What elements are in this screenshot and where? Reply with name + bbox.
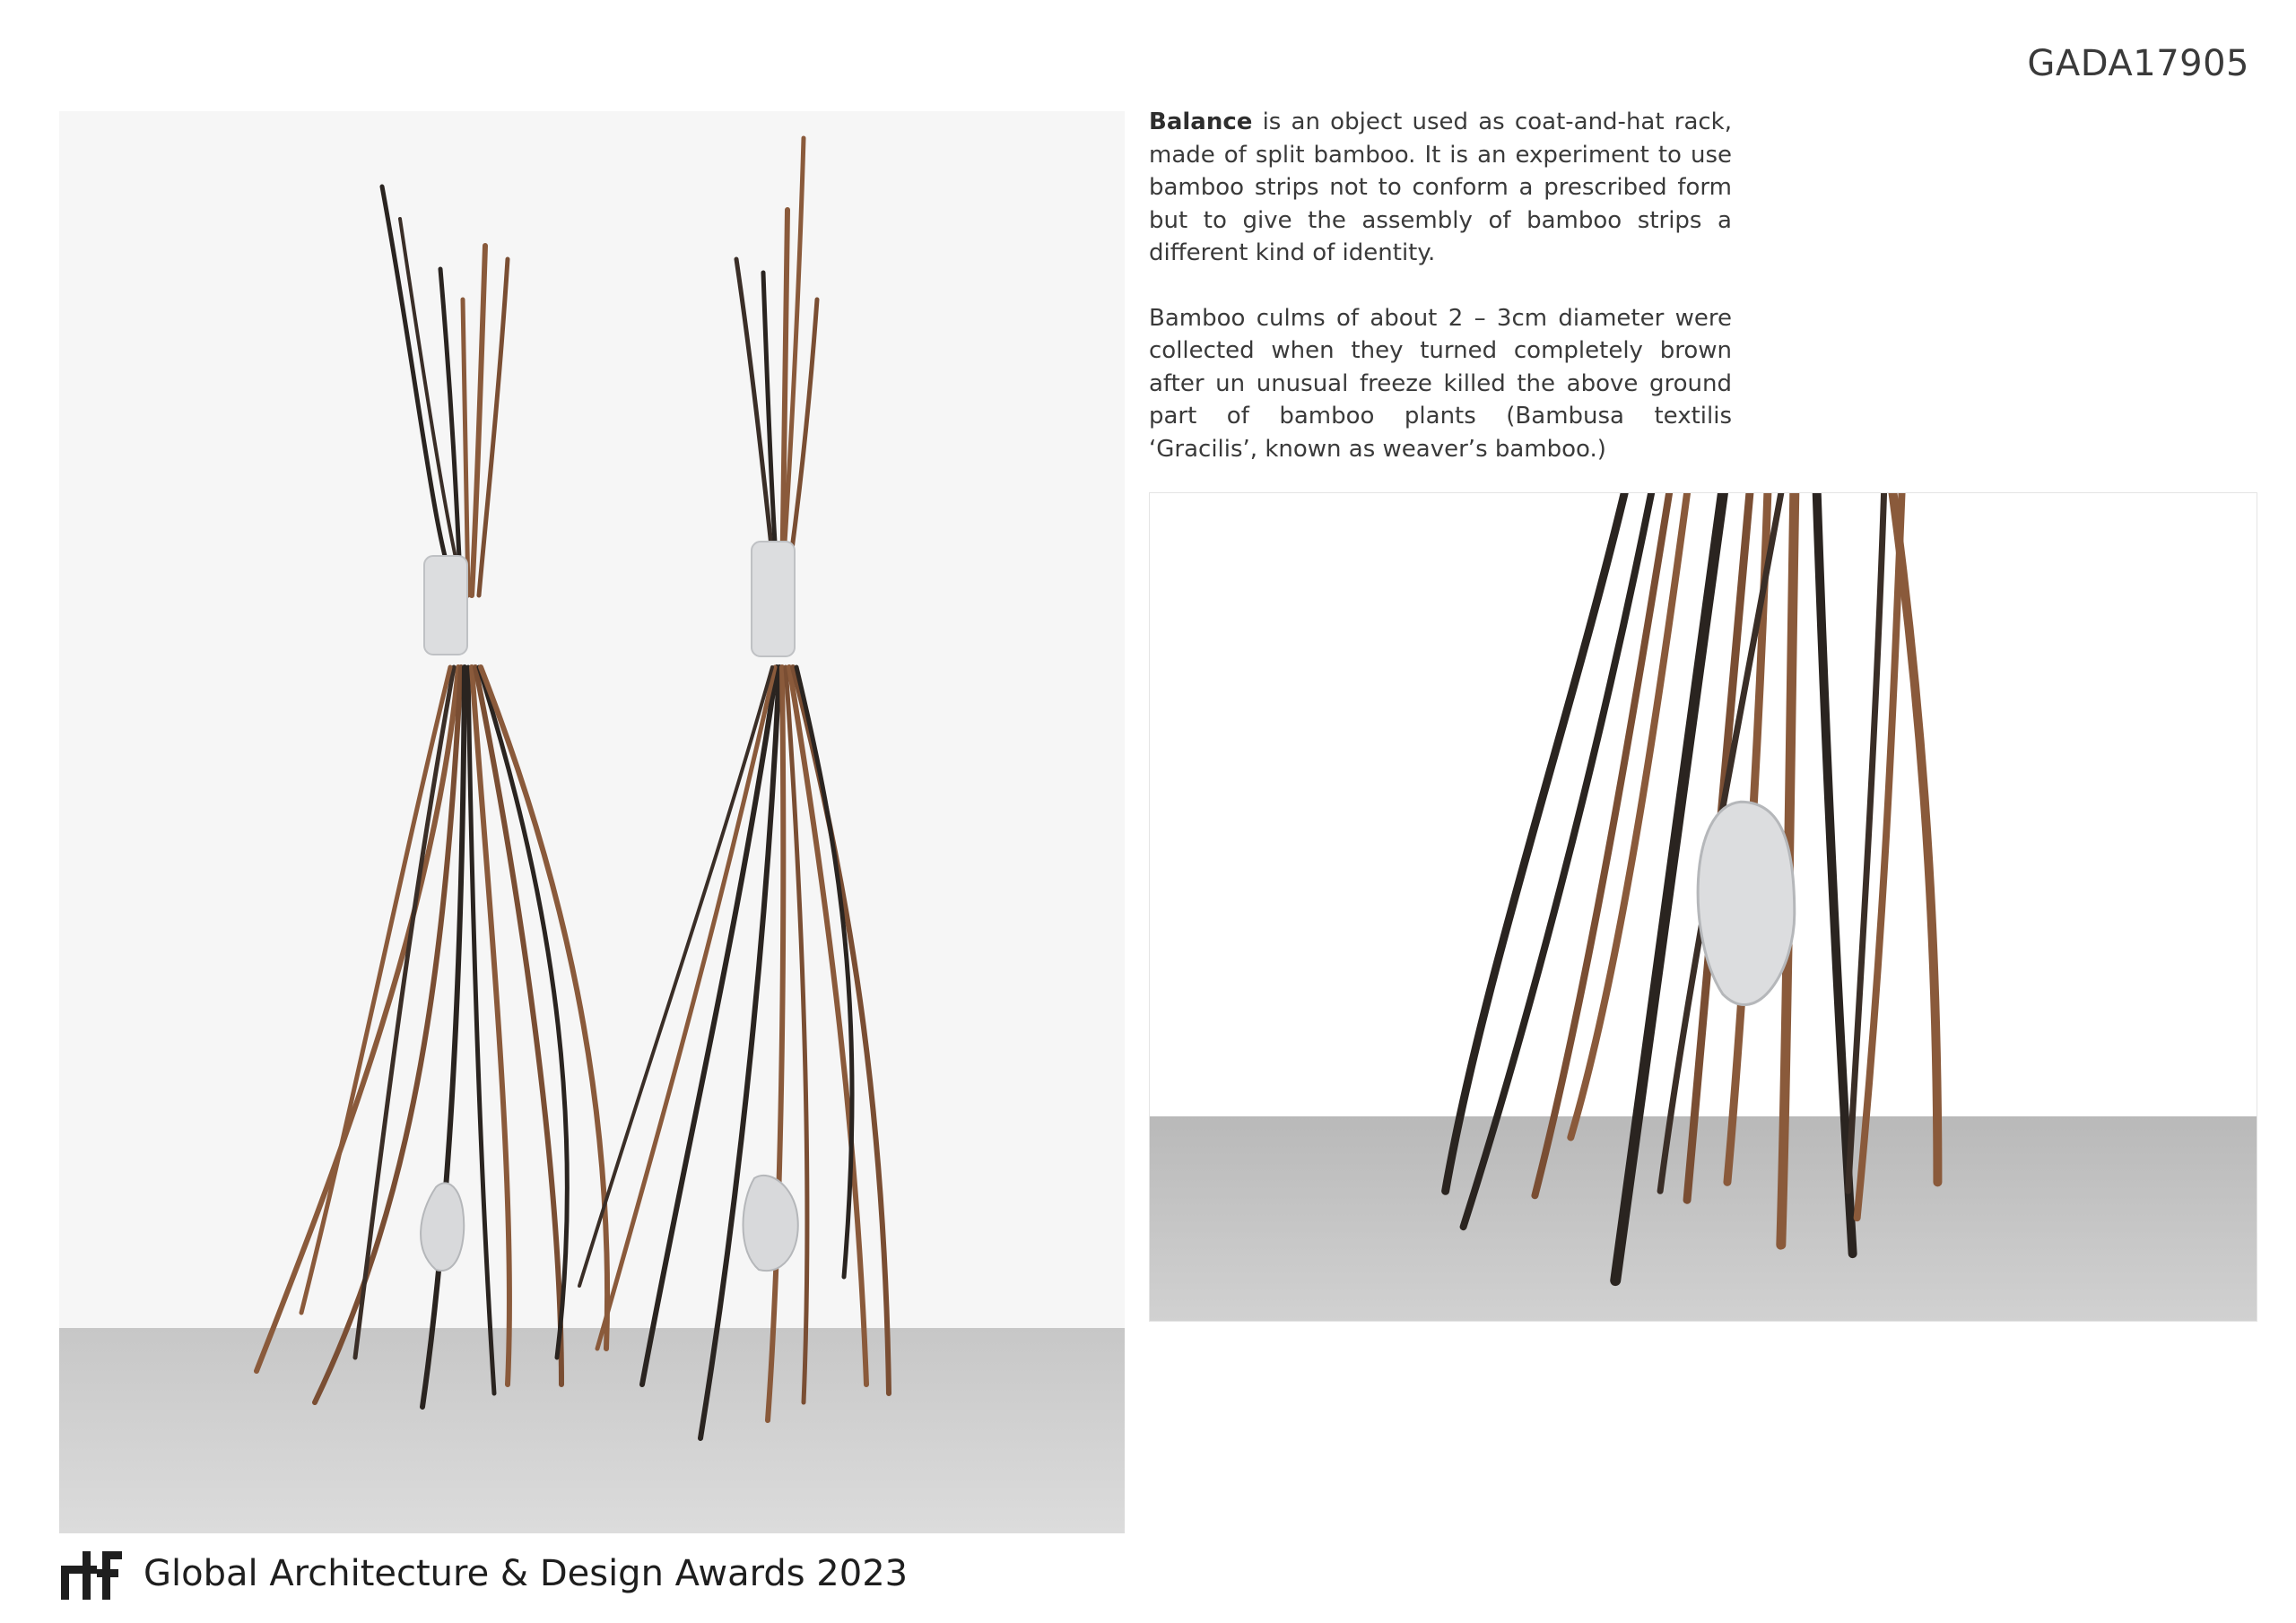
bamboo-base-illustration [1150,493,2257,1321]
detail-photo-bamboo-base [1149,492,2257,1322]
rack-left [257,187,607,1407]
awards-title: Global Architecture & Design Awards 2023 [144,1553,909,1594]
bamboo-racks-illustration [59,111,1125,1533]
object-name: Balance [1149,108,1253,135]
description-paragraph-1 [1149,106,1732,270]
rack-right [579,138,889,1438]
description-paragraph-1-text: is an object used as coat-and-hat rack, made of split bamboo. It is an experiment to use bamboo strips not to conform a prescribed form but to give the assembly of bamboo strips a different kind of identity. [1149,108,1732,266]
rtf-logo-icon [59,1546,124,1601]
project-description [1149,106,1732,498]
description-paragraph-2: Bamboo culms of about 2 – 3cm diameter were collected when they turned completely brown after un unusual freeze killed the above ground part of bamboo plants (Bambusa textilis ‘Gracilis’, known as weaver’s bamboo.) [1149,304,1732,463]
main-photo-bamboo-racks [59,111,1125,1533]
project-code: GADA17905 [2027,43,2249,84]
footer [59,1542,908,1605]
